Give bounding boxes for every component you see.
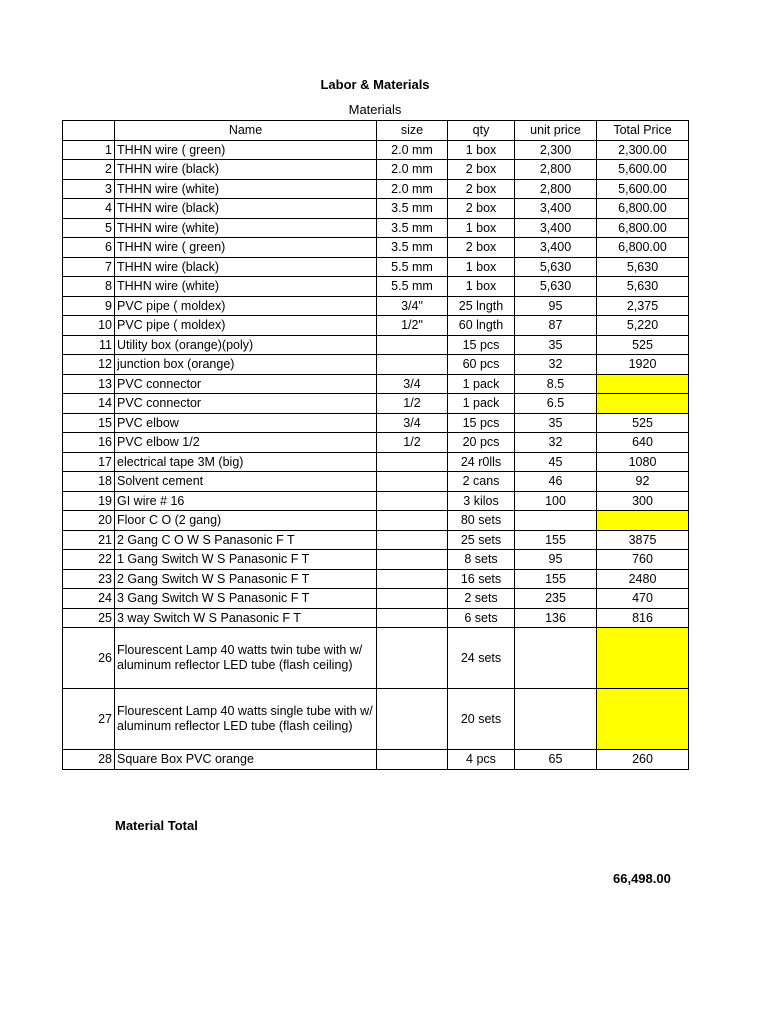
row-qty: 1 box <box>448 257 515 277</box>
row-unit-price: 2,800 <box>515 160 597 180</box>
row-total-price: 3875 <box>597 530 689 550</box>
row-total-price <box>597 394 689 414</box>
row-total-price <box>597 628 689 689</box>
row-qty: 60 pcs <box>448 355 515 375</box>
row-unit-price: 3,400 <box>515 199 597 219</box>
row-size: 3.5 mm <box>377 238 448 258</box>
row-total-price: 300 <box>597 491 689 511</box>
row-name: 3 way Switch W S Panasonic F T <box>115 608 377 628</box>
table-row <box>63 335 689 355</box>
section-subtitle: Materials <box>348 102 402 117</box>
row-number: 4 <box>63 199 115 219</box>
row-qty: 16 sets <box>448 569 515 589</box>
material-total-value: 66,498.00 <box>613 871 671 886</box>
row-qty: 1 box <box>448 140 515 160</box>
table-row <box>63 511 689 531</box>
row-qty: 60 lngth <box>448 316 515 336</box>
row-total-price: 1080 <box>597 452 689 472</box>
table-row <box>63 179 689 199</box>
row-number: 1 <box>63 140 115 160</box>
row-size: 3/4 <box>377 413 448 433</box>
row-total-price <box>597 374 689 394</box>
row-number: 10 <box>63 316 115 336</box>
row-unit-price: 155 <box>515 530 597 550</box>
row-size <box>377 530 448 550</box>
row-size: 1/2 <box>377 394 448 414</box>
table-row <box>63 750 689 770</box>
row-total-price: 640 <box>597 433 689 453</box>
row-qty: 2 box <box>448 199 515 219</box>
row-size: 3/4" <box>377 296 448 316</box>
row-total-price: 5,630 <box>597 277 689 297</box>
row-number: 5 <box>63 218 115 238</box>
row-size <box>377 689 448 750</box>
row-total-price: 470 <box>597 589 689 609</box>
table-row <box>63 569 689 589</box>
row-size <box>377 750 448 770</box>
row-total-price: 1920 <box>597 355 689 375</box>
row-qty: 2 sets <box>448 589 515 609</box>
row-qty: 24 r0lls <box>448 452 515 472</box>
row-total-price: 5,600.00 <box>597 179 689 199</box>
row-total-price: 816 <box>597 608 689 628</box>
row-size <box>377 491 448 511</box>
row-size <box>377 569 448 589</box>
row-unit-price: 155 <box>515 569 597 589</box>
row-size: 3.5 mm <box>377 199 448 219</box>
table-row <box>63 199 689 219</box>
row-unit-price: 2,300 <box>515 140 597 160</box>
row-qty: 3 kilos <box>448 491 515 511</box>
row-total-price: 760 <box>597 550 689 570</box>
row-qty: 1 box <box>448 218 515 238</box>
row-qty: 1 pack <box>448 394 515 414</box>
row-total-price: 2,375 <box>597 296 689 316</box>
row-name: Square Box PVC orange <box>115 750 377 770</box>
row-qty: 8 sets <box>448 550 515 570</box>
material-total-label: Material Total <box>115 818 198 833</box>
row-name: PVC pipe ( moldex) <box>115 296 377 316</box>
row-number: 22 <box>63 550 115 570</box>
row-number: 27 <box>63 689 115 750</box>
row-unit-price: 6.5 <box>515 394 597 414</box>
row-total-price: 5,630 <box>597 257 689 277</box>
row-total-price: 6,800.00 <box>597 238 689 258</box>
row-unit-price: 5,630 <box>515 257 597 277</box>
row-qty: 2 box <box>448 238 515 258</box>
row-number: 16 <box>63 433 115 453</box>
row-name: THHN wire (black) <box>115 199 377 219</box>
row-name: THHN wire ( green) <box>115 238 377 258</box>
row-unit-price: 3,400 <box>515 238 597 258</box>
row-size: 1/2" <box>377 316 448 336</box>
row-number: 13 <box>63 374 115 394</box>
row-unit-price: 235 <box>515 589 597 609</box>
row-total-price: 6,800.00 <box>597 199 689 219</box>
row-name: THHN wire (black) <box>115 160 377 180</box>
row-number: 26 <box>63 628 115 689</box>
row-name: electrical tape 3M (big) <box>115 452 377 472</box>
row-qty: 1 box <box>448 277 515 297</box>
row-total-price: 525 <box>597 413 689 433</box>
row-name: Utility box (orange)(poly) <box>115 335 377 355</box>
row-name: PVC connector <box>115 374 377 394</box>
header-number <box>63 121 115 141</box>
page-title: Labor & Materials <box>320 77 430 92</box>
row-name: PVC elbow <box>115 413 377 433</box>
row-number: 8 <box>63 277 115 297</box>
table-row <box>63 589 689 609</box>
row-qty: 6 sets <box>448 608 515 628</box>
table-row <box>63 140 689 160</box>
table-header-row <box>63 121 689 141</box>
header-qty: qty <box>448 121 515 141</box>
row-total-price: 525 <box>597 335 689 355</box>
row-number: 17 <box>63 452 115 472</box>
row-total-price: 6,800.00 <box>597 218 689 238</box>
row-number: 25 <box>63 608 115 628</box>
row-name: Flourescent Lamp 40 watts twin tube with w/ aluminum reflector LED tube (flash ceiling) <box>115 628 377 689</box>
table-row <box>63 472 689 492</box>
row-number: 14 <box>63 394 115 414</box>
row-unit-price: 65 <box>515 750 597 770</box>
row-total-price: 5,600.00 <box>597 160 689 180</box>
row-size: 3.5 mm <box>377 218 448 238</box>
row-size <box>377 355 448 375</box>
row-size: 2.0 mm <box>377 140 448 160</box>
row-unit-price: 45 <box>515 452 597 472</box>
row-unit-price: 35 <box>515 335 597 355</box>
row-qty: 25 lngth <box>448 296 515 316</box>
row-size <box>377 472 448 492</box>
row-size <box>377 628 448 689</box>
row-total-price <box>597 511 689 531</box>
row-qty: 15 pcs <box>448 413 515 433</box>
row-qty: 20 pcs <box>448 433 515 453</box>
row-total-price <box>597 689 689 750</box>
table-row <box>63 530 689 550</box>
row-unit-price <box>515 511 597 531</box>
row-number: 23 <box>63 569 115 589</box>
table-row <box>63 316 689 336</box>
row-size: 1/2 <box>377 433 448 453</box>
header-name: Name <box>115 121 377 141</box>
row-unit-price: 2,800 <box>515 179 597 199</box>
row-name: Floor C O (2 gang) <box>115 511 377 531</box>
row-name: 2 Gang Switch W S Panasonic F T <box>115 569 377 589</box>
row-number: 21 <box>63 530 115 550</box>
table-row <box>63 257 689 277</box>
materials-table <box>62 120 689 770</box>
row-qty: 2 box <box>448 179 515 199</box>
row-unit-price: 100 <box>515 491 597 511</box>
row-number: 2 <box>63 160 115 180</box>
row-size <box>377 335 448 355</box>
row-unit-price: 95 <box>515 296 597 316</box>
table-row <box>63 433 689 453</box>
row-number: 9 <box>63 296 115 316</box>
table-row <box>63 491 689 511</box>
row-name: Flourescent Lamp 40 watts single tube with w/ aluminum reflector LED tube (flash ceiling) <box>115 689 377 750</box>
row-number: 3 <box>63 179 115 199</box>
row-number: 19 <box>63 491 115 511</box>
row-qty: 15 pcs <box>448 335 515 355</box>
row-unit-price: 5,630 <box>515 277 597 297</box>
row-unit-price: 32 <box>515 355 597 375</box>
row-qty: 80 sets <box>448 511 515 531</box>
row-name: THHN wire (white) <box>115 277 377 297</box>
row-number: 15 <box>63 413 115 433</box>
row-size: 2.0 mm <box>377 179 448 199</box>
row-unit-price: 8.5 <box>515 374 597 394</box>
row-number: 28 <box>63 750 115 770</box>
table-row <box>63 218 689 238</box>
row-size <box>377 608 448 628</box>
row-total-price: 92 <box>597 472 689 492</box>
table-row <box>63 628 689 689</box>
table-row <box>63 452 689 472</box>
row-qty: 20 sets <box>448 689 515 750</box>
row-unit-price <box>515 628 597 689</box>
row-qty: 2 box <box>448 160 515 180</box>
row-qty: 2 cans <box>448 472 515 492</box>
row-number: 24 <box>63 589 115 609</box>
table-row <box>63 238 689 258</box>
row-number: 7 <box>63 257 115 277</box>
row-qty: 1 pack <box>448 374 515 394</box>
row-name: 3 Gang Switch W S Panasonic F T <box>115 589 377 609</box>
row-number: 20 <box>63 511 115 531</box>
row-number: 11 <box>63 335 115 355</box>
row-size: 5.5 mm <box>377 277 448 297</box>
row-name: 1 Gang Switch W S Panasonic F T <box>115 550 377 570</box>
row-name: GI wire # 16 <box>115 491 377 511</box>
table-row <box>63 689 689 750</box>
row-name: PVC elbow 1/2 <box>115 433 377 453</box>
header-size: size <box>377 121 448 141</box>
table-row <box>63 374 689 394</box>
row-number: 12 <box>63 355 115 375</box>
row-total-price: 2,300.00 <box>597 140 689 160</box>
row-name: THHN wire ( green) <box>115 140 377 160</box>
row-size <box>377 452 448 472</box>
table-row <box>63 277 689 297</box>
materials-table-body <box>63 140 689 769</box>
row-size: 5.5 mm <box>377 257 448 277</box>
table-row <box>63 550 689 570</box>
row-number: 18 <box>63 472 115 492</box>
row-name: PVC connector <box>115 394 377 414</box>
row-unit-price <box>515 689 597 750</box>
row-total-price: 260 <box>597 750 689 770</box>
row-unit-price: 87 <box>515 316 597 336</box>
row-qty: 24 sets <box>448 628 515 689</box>
row-unit-price: 3,400 <box>515 218 597 238</box>
header-total-price: Total Price <box>597 121 689 141</box>
row-number: 6 <box>63 238 115 258</box>
row-name: THHN wire (black) <box>115 257 377 277</box>
row-size <box>377 511 448 531</box>
table-row <box>63 296 689 316</box>
row-total-price: 2480 <box>597 569 689 589</box>
row-qty: 25 sets <box>448 530 515 550</box>
table-row <box>63 413 689 433</box>
table-row <box>63 160 689 180</box>
row-unit-price: 32 <box>515 433 597 453</box>
row-unit-price: 35 <box>515 413 597 433</box>
row-name: Solvent cement <box>115 472 377 492</box>
row-unit-price: 95 <box>515 550 597 570</box>
row-size <box>377 550 448 570</box>
row-qty: 4 pcs <box>448 750 515 770</box>
row-unit-price: 136 <box>515 608 597 628</box>
row-name: PVC pipe ( moldex) <box>115 316 377 336</box>
table-row <box>63 394 689 414</box>
row-total-price: 5,220 <box>597 316 689 336</box>
row-name: THHN wire (white) <box>115 179 377 199</box>
header-unit-price: unit price <box>515 121 597 141</box>
table-row <box>63 355 689 375</box>
row-size: 3/4 <box>377 374 448 394</box>
table-row <box>63 608 689 628</box>
row-size: 2.0 mm <box>377 160 448 180</box>
row-name: 2 Gang C O W S Panasonic F T <box>115 530 377 550</box>
row-unit-price: 46 <box>515 472 597 492</box>
row-name: junction box (orange) <box>115 355 377 375</box>
row-size <box>377 589 448 609</box>
row-name: THHN wire (white) <box>115 218 377 238</box>
